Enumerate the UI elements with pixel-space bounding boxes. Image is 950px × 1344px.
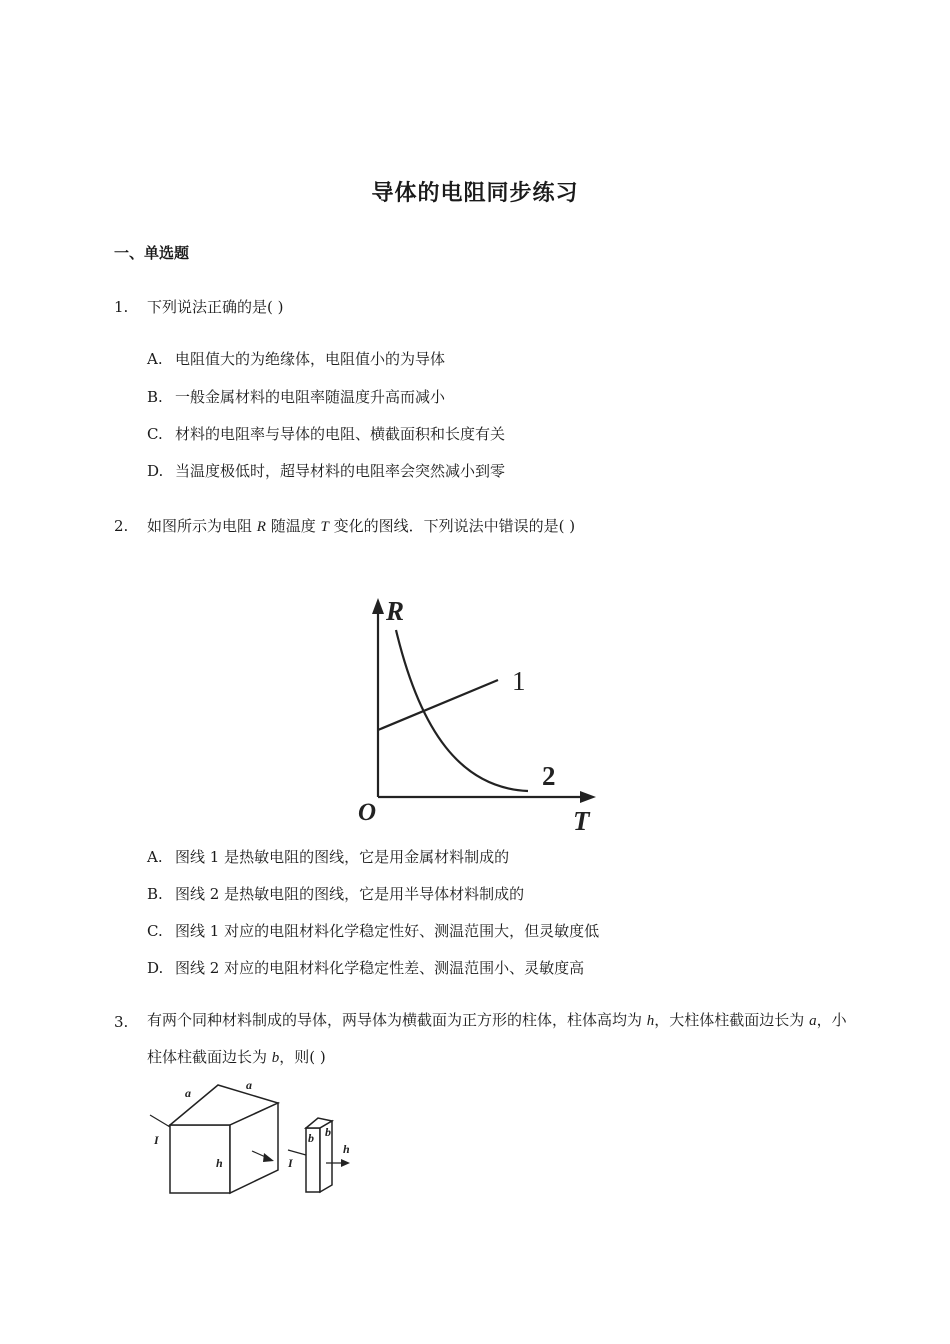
stem-variable: a <box>809 1013 817 1029</box>
graph-curve-2 <box>396 630 528 791</box>
question-1-number: 1. <box>114 298 129 316</box>
option-letter: C. <box>147 922 163 940</box>
resistance-temperature-graph <box>340 590 620 840</box>
section-heading: 一、单选题 <box>114 244 190 262</box>
option-letter: A. <box>147 848 163 866</box>
option-letter: C. <box>147 425 163 443</box>
y-axis-label: R <box>386 596 405 626</box>
x-axis-arrow <box>580 791 596 803</box>
curve-2-label: 2 <box>542 761 556 791</box>
big-current-i: I <box>154 1133 159 1147</box>
question-1-option-b[interactable] <box>147 386 445 407</box>
stem-text: 有两个同种材料制成的导体，两导体为横截面为正方形的柱体，柱体高均为 <box>147 1011 647 1029</box>
option-letter: B. <box>147 885 163 903</box>
question-2-option-a[interactable] <box>147 846 509 867</box>
option-text: 图线 2 对应的电阻材料化学稳定性差、测温范围小、灵敏度高 <box>175 959 585 977</box>
line-1-label: 1 <box>512 666 526 696</box>
big-edge-a-2: a <box>246 1078 252 1092</box>
question-2-option-c[interactable] <box>147 920 599 941</box>
stem-text: 随温度 <box>265 517 321 535</box>
stem-text: 变化的图线．下列说法中错误的是( ) <box>328 517 576 535</box>
option-text: 电阻值大的为绝缘体，电阻值小的为导体 <box>175 350 446 368</box>
small-edge-b-1: b <box>308 1131 314 1145</box>
option-text: 材料的电阻率与导体的电阻、横截面积和长度有关 <box>175 425 506 443</box>
question-1-option-d[interactable] <box>147 460 505 481</box>
question-2-option-b[interactable] <box>147 883 524 904</box>
conductor-prisms-figure <box>140 1075 370 1205</box>
big-current-line <box>150 1115 170 1127</box>
y-axis-arrow <box>372 598 384 614</box>
question-1-option-a[interactable] <box>147 348 445 369</box>
small-edge-b-2: b <box>325 1125 331 1139</box>
option-letter: D. <box>147 462 164 480</box>
question-2-option-d[interactable] <box>147 957 584 978</box>
origin-label: O <box>358 799 377 826</box>
stem-text: ，小柱体柱截面边长为 <box>147 1011 847 1066</box>
stem-variable: T <box>320 519 329 535</box>
stem-variable: h <box>646 1013 655 1029</box>
option-text: 图线 1 对应的电阻材料化学稳定性好、测温范围大，但灵敏度低 <box>175 922 600 940</box>
big-edge-a-1: a <box>185 1086 191 1100</box>
small-height-h: h <box>343 1142 350 1156</box>
x-axis-label: T <box>573 806 590 836</box>
option-letter: B. <box>147 388 163 406</box>
small-current-arrow <box>341 1159 350 1167</box>
stem-text: ，大柱体柱截面边长为 <box>654 1011 810 1029</box>
big-height-h: h <box>216 1156 223 1170</box>
question-2-stem <box>147 515 575 536</box>
question-2-number: 2. <box>114 517 129 535</box>
option-text: 图线 2 是热敏电阻的图线，它是用半导体材料制成的 <box>175 885 525 903</box>
graph-line-1 <box>378 680 498 730</box>
question-1-stem: 下列说法正确的是( ) <box>147 298 284 316</box>
page-title: 导体的电阻同步练习 <box>371 181 579 206</box>
option-text: 当温度极低时，超导材料的电阻率会突然减小到零 <box>175 462 506 480</box>
question-1-option-c[interactable] <box>147 423 505 444</box>
stem-variable: b <box>271 1050 280 1066</box>
question-3-stem <box>147 1002 847 1076</box>
option-text: 图线 1 是热敏电阻的图线，它是用金属材料制成的 <box>175 848 510 866</box>
option-text: 一般金属材料的电阻率随温度升高而减小 <box>175 388 446 406</box>
option-letter: A. <box>147 350 163 368</box>
small-current-i: I <box>288 1156 293 1170</box>
question-3-number: 3. <box>114 1013 129 1031</box>
option-letter: D. <box>147 959 164 977</box>
stem-text: 如图所示为电阻 <box>147 517 257 535</box>
stem-variable: R <box>256 519 266 535</box>
small-current-line <box>288 1150 306 1155</box>
stem-text: ，则( ) <box>279 1048 326 1066</box>
